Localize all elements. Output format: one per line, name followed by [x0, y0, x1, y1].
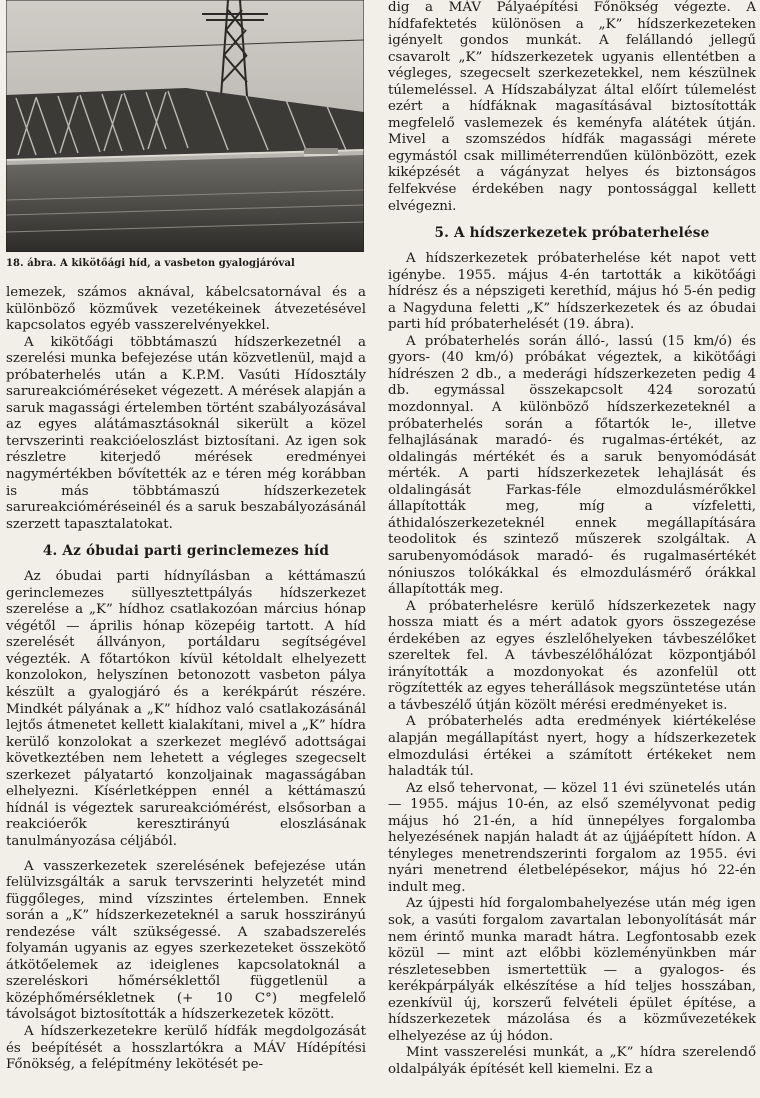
paragraph: dig a MÁV Pályaépítési Főnökség végezte. A hídfafektetés különösen a „K” hídszerkezeteken igényelt gondos munkát. A felállandó jellegű csavarolt „K” hídszerkezetek ugyanis ellentétben a végleges, szegecselt szerkezetekkel, nem készülnek túlemeléssel. A Hídszabályzat által előírt túlemelést ezért a hídfáknak magasításával biztosították megfelelő vaslemezek és keményfa alátétek útján. Mivel a szomszédos hídfák magassági mérete egymástól csak milliméterrendűen különbözött, ezek kiképzését a vágányzat helyes és biztonságos felfekvése érdekében nagy pontossággal kellett elvégezni. [388, 0, 756, 214]
bridge-photo [6, 0, 364, 252]
right-text-block [388, 0, 756, 1078]
paragraph: Az óbudai parti hídnyílásban a kéttámaszú gerinclemezes süllyesztettpályás hídszerkezet szerelése a „K” hídhoz csatlakozóan március hónap végétől — április hónap közepéig tartott. A híd szerelését állványon, portáldaru segítségével végezték. A főtartókon kívül kétoldalt elhelyezett konzolokon, helyszínen betonozott vasbeton pálya készült a gyalogjáró és a kerékpárút részére. Mindkét pályának a „K” hídhoz való csatlakozásánál lejtős átmenetet kellett kialakítani, mivel a „K” hídra kerülő konzolokat a szerkezet meglévő adottságai következtében nem lehetett a végleges szegecselt szerkezet pályatartó konzoljainak magasságában elhelyezni. Kísérletképpen ennél a kéttámaszú hídnál is végeztek sarureakciómérést, elsősorban a reakcióerők keresztirányú eloszlásának tanulmányozása céljából. [6, 569, 366, 849]
figure-caption: 18. ábra. A kikötőági híd, a vasbeton gyalogjáróval [6, 258, 295, 269]
paragraph: Az első tehervonat, — közel 11 évi szünetelés után — 1955. május 10-én, az első személyvonat pedig május hó 21-én, a híd ünnepélyes forgalomba helyezésének napján haladt át az újjáépített hídon. A tényleges menetrendszerinti forgalom az 1955. évi nyári menetrend életbelépésekor, május hó 22-én indult meg. [388, 780, 756, 895]
left-text-block [6, 285, 366, 1074]
paragraph: A hídszerkezetek próbaterhelése két napot vett igénybe. 1955. május 4-én tartották a kikötőági hídrész és a népszigeti kerethíd, május hó 5-én pedig a Nagyduna feletti „K” hídszerkezetek és az óbudai parti híd próbaterhelését (19. ábra). [388, 251, 756, 333]
paragraph: A vasszerkezetek szerelésének befejezése után felülvizsgálták a saruk tervszerinti helyzetét mind függőleges, mind vízszintes értelemben. Ennek során a „K” hídszerkezeteknél a saruk hosszirányú rendezése vált szükségessé. A szabadszerelés folyamán ugyanis az egyes szerkezeteket összekötő átkötőelemek az ideiglenes kapcsolatoknál a szereléskori hőmérséklettől függetlenül a középhőmérsékletnek (+ 10 C°) megfelelő távolságot biztosították a hídszerkezetek között. [6, 858, 366, 1023]
paragraph: A próbaterhelés adta eredmények kiértékelése alapján megállapítást nyert, hogy a hídszerkezetek elmozdulási értékei a számított értékeket nem haladták túl. [388, 714, 756, 780]
paragraph: Az újpesti híd forgalombahelyezése után még igen sok, a vasúti forgalom zavartalan lebonyolítását már nem érintő munka maradt hátra. Legfontosabb ezek közül — mint azt előbbi közleményünkben már részletesebben ismertettük — a gyalogos- és kerékpárpályák elkészítése a híd teljes hosszában, ezenkívül új, korszerű felvételi épület építése, a hídszerkezetek mázolása és a közművezetékek elhelyezése az új hódon. [388, 896, 756, 1044]
paragraph: Mint vasszerelési munkát, a „K” hídra szerelendő oldalpályák építését kell kiemelni. Ez a [388, 1045, 756, 1077]
bridge-photo-icon [6, 0, 364, 252]
paragraph: A kikötőági többtámaszú hídszerkezetnél a szerelési munka befejezése után közvetlenül, majd a próbaterhelés után a K.P.M. Vasúti Hídosztály sarureakcióméréseket végezett. A mérések alapján a saruk magassági értelemben történt szabályozásával az egyes alátámasztásoknál sikerült a közel tervszerinti reakcióeloszlást biztosítani. Az igen sok részletre kiterjedő mérések eredményei nagymértékben bővítették az e téren még korábban is más többtámaszú hídszerkezetek sarureakcióméréseinél és a saruk beszabályozásánál szerzett tapasztalatokat. [6, 334, 366, 532]
paragraph: A próbaterhelés során álló-, lassú (15 km/ó) és gyors- (40 km/ó) próbákat végeztek, a kikötőági hídrészen 2 db., a mederági hídszerkezeten pedig 4 db. egymással összekapcsolt 424 sorozatú mozdonnyal. A különböző hídszerkezeteknél a próbaterhelés során a főtartók le-, illetve felhajlásának maradó- és rugalmas-értékét, az oldalingás mértékét és a saruk benyomódását mérték. A parti hídszerkezetek lehajlását és oldalingását Farkas-féle elmozdulásmérőkkel állapították meg, míg a vízfeletti, áthidalószerkezeteknél ennek megállapítására teodolitok és szintező műszerek szolgáltak. A sarubenyomódások maradó- és rugalmasértékét nóniuszos tolókákkal és elmozdulásmérő órákkal állapították meg. [388, 333, 756, 598]
paragraph: A hídszerkezetekre kerülő hídfák megdolgozását és beépítését a hosszlartókra a MÁV Hídépítési Főnökség, a felépítmény lekötését pe- [6, 1023, 366, 1073]
paragraph: A próbaterhelésre kerülő hídszerkezetek nagy hossza miatt és a mért adatok gyors összegezése érdekében az egyes észlelőhelyeken távbeszélőket szereltek fel. A távbeszélőhálózat központjából irányították a mozdonyokat és azonfelül ott rögzítették az egyes teherállások megszüntetése után a távbeszélő útján közölt mérési eredményeket is. [388, 598, 756, 713]
paragraph: lemezek, számos aknával, kábelcsatornával és a különböző közművek vezetékeinek átvezetésével kapcsolatos egyéb vasszerelvényekkel. [6, 285, 366, 334]
section-heading-5: 5. A hídszerkezetek próbaterhelése [434, 225, 710, 242]
section-heading-4: 4. Az óbudai parti gerinclemezes híd [42, 543, 330, 560]
